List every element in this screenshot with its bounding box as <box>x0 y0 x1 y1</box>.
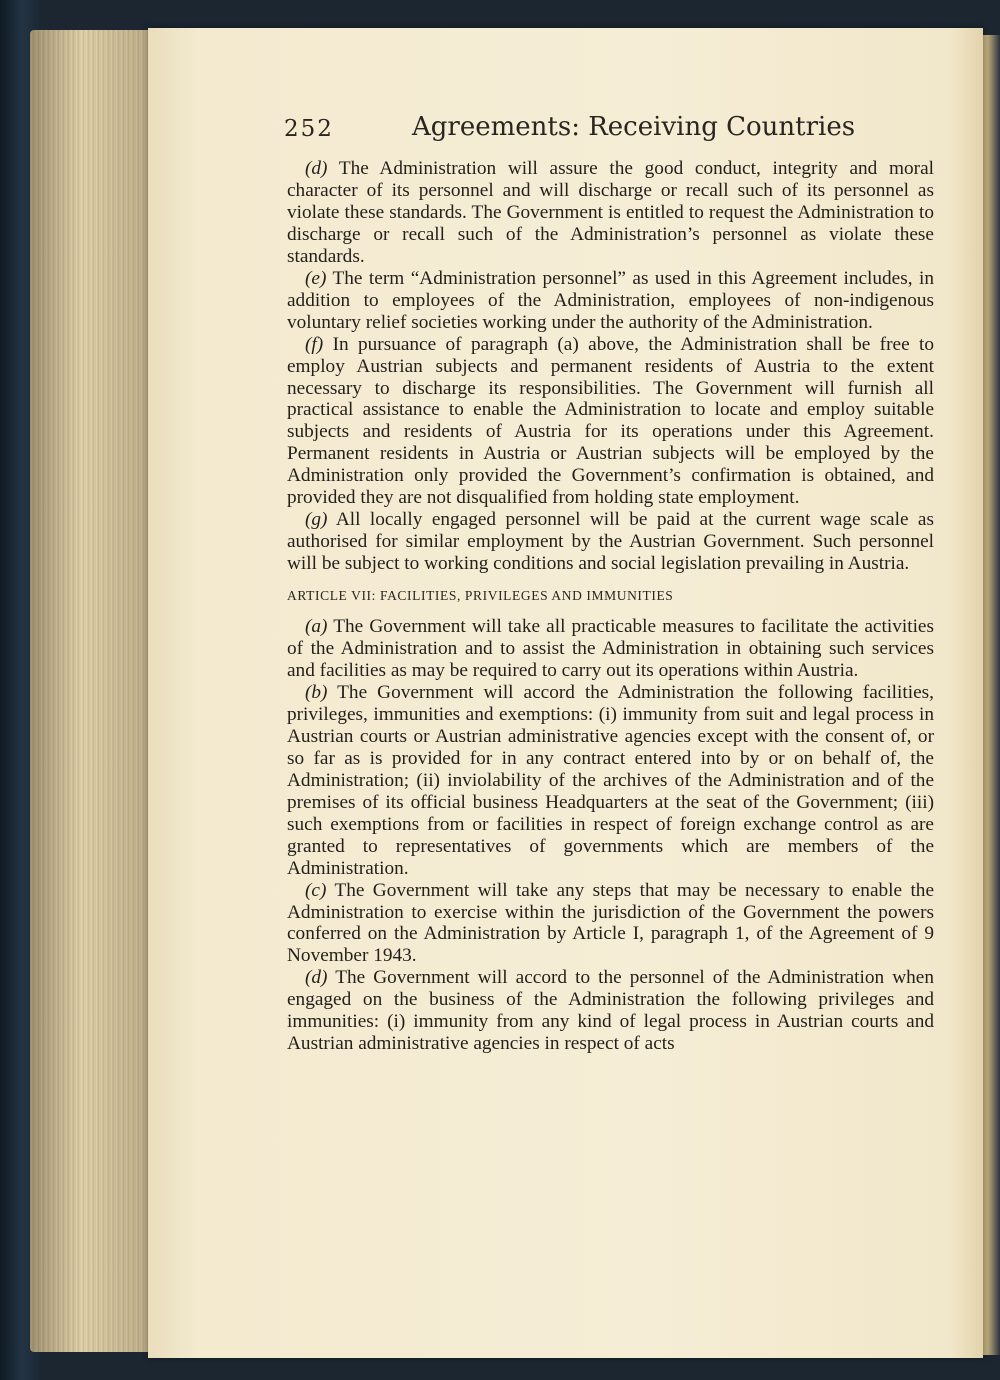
paragraph-label: (d) <box>305 967 328 989</box>
paragraph-label: (a) <box>305 616 328 638</box>
paragraph-text: The Government will take any steps that may be necessary to enable the Administration to exercise within the jurisdiction of the Government the powers conferred on the Administration by Article I, paragraph 1, of the Agreement of 9 November 1943. <box>287 879 934 967</box>
paragraph-d-privileges <box>287 967 934 1055</box>
page-number: 252 <box>284 116 334 142</box>
paragraph-text: All locally engaged personnel will be paid at the current wage scale as authorised for similar employment by the Austrian Government. Such personnel will be subject to working conditions and social legislation prevailing in Austria. <box>287 509 934 575</box>
paragraph-text: The Government will accord the Administration the following facilities, privileges, immunities and exemptions: (i) immunity from suit and legal process in Austrian courts or Austrian administrative agencies except with the consent of, or so far as is provided for in any contract entered into by or on behalf of, the Administration; (ii) inviolability of the archives of the Administration and of the premises of its official business Headquarters at the seat of the Government; (iii) such exemptions from or facilities in respect of foreign exchange control as are granted to representatives of governments which are members of the Administration. <box>287 681 934 879</box>
paragraph-label: (b) <box>305 681 328 703</box>
paragraph-label: (d) <box>305 158 328 179</box>
paragraph-label: (e) <box>305 267 327 289</box>
paragraph-label: (g) <box>305 509 328 531</box>
paragraph-text: The Government will take all practicable measures to facilitate the activities of the Administration and to assist the Administration in obtaining such services and facilities as may be required to carry out its operations within Austria. <box>287 616 934 682</box>
paragraph-c-powers <box>287 880 934 968</box>
paragraph-f-employment <box>287 334 934 510</box>
paragraph-label: (c) <box>305 879 327 901</box>
paragraph-b-immunities <box>287 682 934 880</box>
paragraph-e-personnel <box>287 268 934 334</box>
paragraph-label: (f) <box>305 333 324 355</box>
paragraph-text: The term “Administration personnel” as used in this Agreement includes, in addition to employees of the Administration, employees of non-indigenous voluntary relief societies working under the authority of the Administration. <box>287 267 934 333</box>
paragraph-text: In pursuance of paragraph (a) above, the Administration shall be free to employ Austrian subjects and permanent residents of Austria to the extent necessary to discharge its responsibilities. The Government will furnish all practical assistance to enable the Administration to locate and employ suitable subjects and residents of Austria for its operations under this Agreement. Permanent residents in Austria or Austrian subjects will be employed by the Administration only provided the Government’s confirmation is obtained, and provided they are not disqualified from holding state employment. <box>287 333 934 509</box>
paragraph-text: The Government will accord to the personnel of the Administration when engaged on the business of the Administration the following privileges and immunities: (i) immunity from any kind of legal process in Austrian courts and Austrian administrative agencies in respect of acts <box>287 967 934 1055</box>
paragraph-text: The Administration will assure the good conduct, integrity and moral character of its personnel and will discharge or recall such of its personnel as violate these standards. The Government is entitled to request the Administration to discharge or recall such of the Administration’s personnel as violate these standards. <box>287 158 934 267</box>
article-heading: ARTICLE VII: FACILITIES, PRIVILEGES AND IMMUNITIES <box>287 588 674 604</box>
page-edges-shadow <box>30 30 160 1352</box>
running-head <box>284 112 934 152</box>
running-head-title: Agreements: Receiving Countries <box>412 112 856 142</box>
paragraph-a-measures <box>287 616 934 682</box>
body-text <box>287 158 934 1055</box>
paragraph-g-wages <box>287 509 934 575</box>
paragraph-d-conduct <box>287 158 934 268</box>
